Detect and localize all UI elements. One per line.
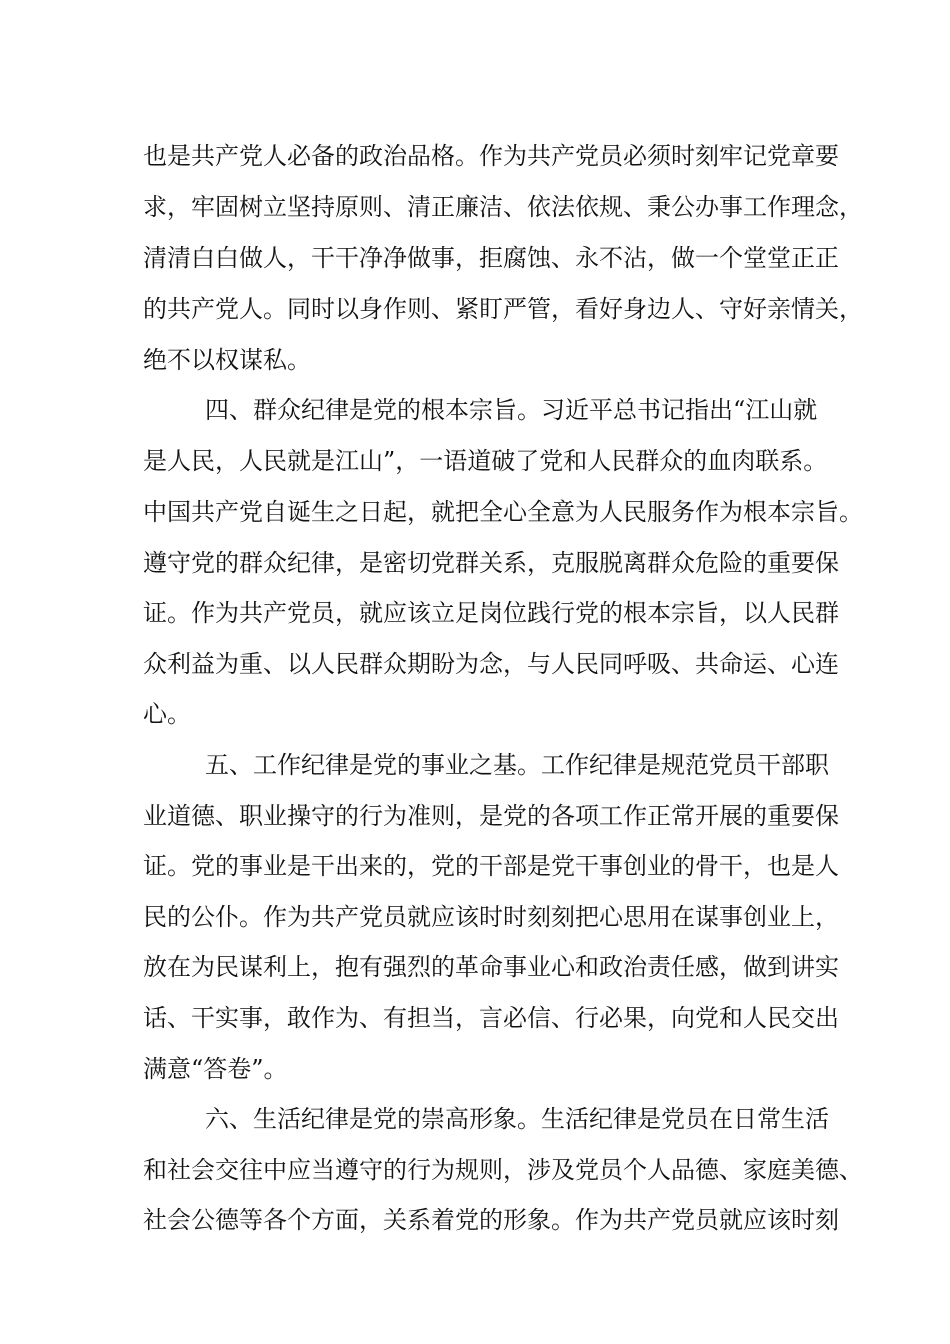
text-line: 是人民，人民就是江山”，一语道破了党和人民群众的血肉联系。 bbox=[143, 447, 828, 475]
text-line: 绝不以权谋私。 bbox=[143, 346, 311, 374]
text-line: 证。党的事业是干出来的，党的干部是党干事创业的骨干，也是人 bbox=[143, 852, 839, 880]
text-line: 也是共产党人必备的政治品格。作为共产党员必须时刻牢记党章要 bbox=[143, 142, 839, 170]
text-line: 中国共产党自诞生之日起，就把全心全意为人民服务作为根本宗旨。 bbox=[143, 498, 863, 526]
text-line: 的共产党人。同时以身作则、紧盯严管，看好身边人、守好亲情关， bbox=[143, 295, 863, 323]
text-line: 求，牢固树立坚持原则、清正廉洁、依法依规、秉公办事工作理念， bbox=[143, 193, 863, 221]
text-line: 心。 bbox=[143, 700, 191, 728]
text-line: 话、干实事，敢作为、有担当，言必信、行必果，向党和人民交出 bbox=[143, 1004, 839, 1032]
text-line: 业道德、职业操守的行为准则，是党的各项工作正常开展的重要保 bbox=[143, 802, 839, 830]
paragraph-start-line: 六、生活纪律是党的崇高形象。生活纪律是党员在日常生活 bbox=[205, 1105, 829, 1133]
text-line: 和社会交往中应当遵守的行为规则，涉及党员个人品德、家庭美德、 bbox=[143, 1156, 863, 1184]
text-line: 放在为民谋利上，抱有强烈的革命事业心和政治责任感，做到讲实 bbox=[143, 953, 839, 981]
text-line: 满意“答卷”。 bbox=[143, 1055, 288, 1083]
text-line: 清清白白做人，干干净净做事，拒腐蚀、永不沾，做一个堂堂正正 bbox=[143, 244, 839, 272]
text-line: 社会公德等各个方面，关系着党的形象。作为共产党员就应该时刻 bbox=[143, 1206, 839, 1234]
text-line: 证。作为共产党员，就应该立足岗位践行党的根本宗旨，以人民群 bbox=[143, 599, 839, 627]
paragraph-start-line: 四、群众纪律是党的根本宗旨。习近平总书记指出“江山就 bbox=[205, 396, 818, 424]
text-line: 遵守党的群众纪律，是密切党群关系，克服脱离群众危险的重要保 bbox=[143, 549, 839, 577]
paragraph-start-line: 五、工作纪律是党的事业之基。工作纪律是规范党员干部职 bbox=[205, 751, 829, 779]
text-line: 民的公仆。作为共产党员就应该时时刻刻把心思用在谋事创业上， bbox=[143, 903, 839, 931]
text-line: 众利益为重、以人民群众期盼为念，与人民同呼吸、共命运、心连 bbox=[143, 650, 839, 678]
